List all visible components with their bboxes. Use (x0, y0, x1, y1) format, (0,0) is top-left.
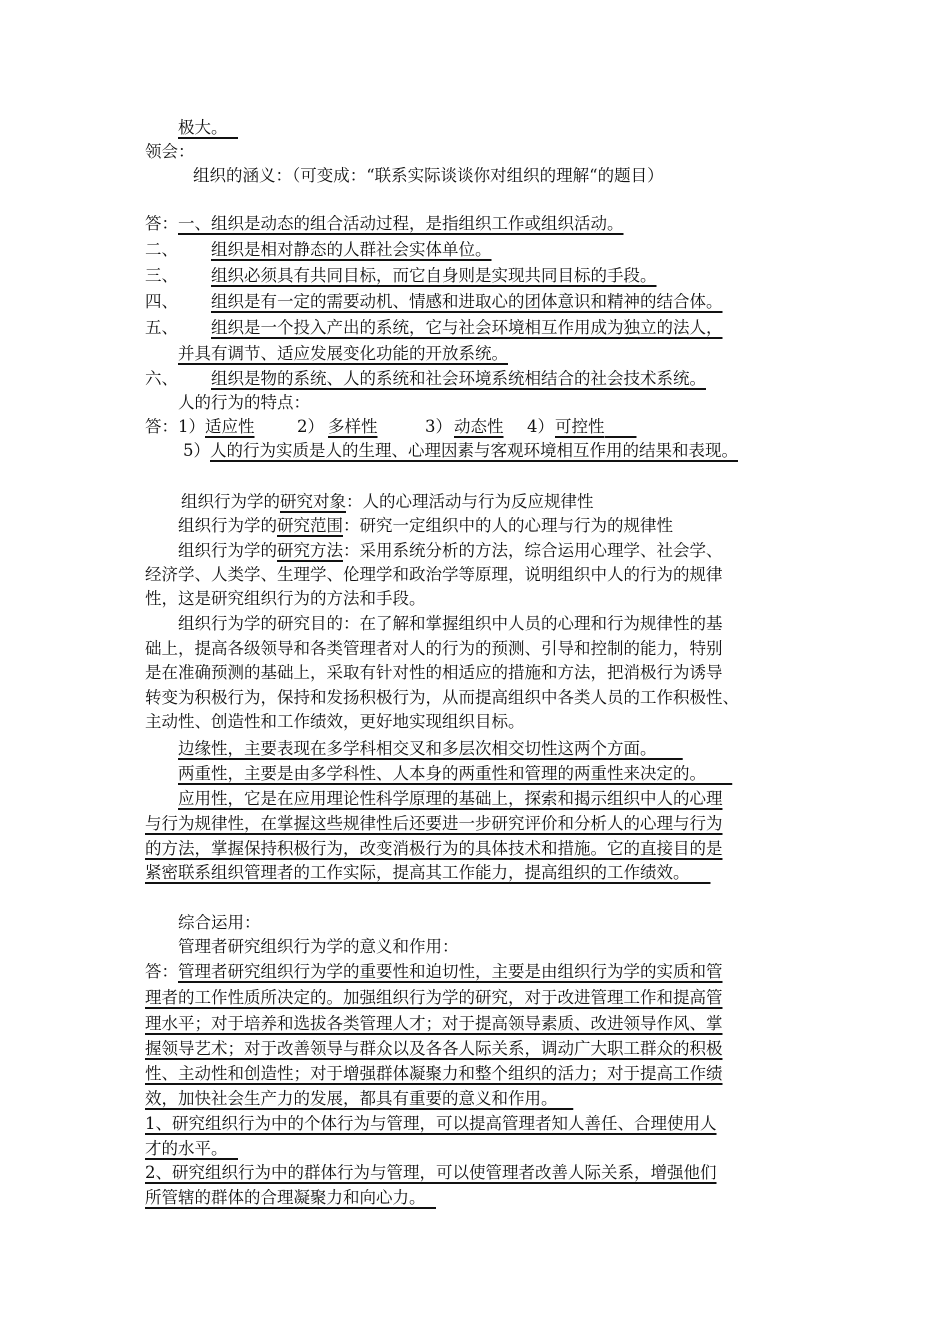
text-line: 边缘性，主要表现在多学科相交叉和多层次相交切性这两个方面。 (178, 739, 657, 758)
answer-line: 性、主动性和创造性；对于增强群体凝聚力和整个组织的活力；对于提高工作绩 (145, 1064, 723, 1083)
text-line: 转变为积极行为，保持和发扬积极行为，从而提高组织中各类人员的工作积极性、 (145, 688, 739, 707)
answer-line: 并具有调节、适应发展变化功能的开放系统。 (178, 344, 508, 363)
answer-line: 握领导艺术；对于改善领导与群众以及各各人际关系，调动广大职工群众的积极 (145, 1039, 723, 1058)
answer-line: 答：一、组织是动态的组合活动过程，是指组织工作或组织活动。 (145, 214, 624, 233)
text-line: 组织行为学的研究范围：研究一定组织中的人的心理与行为的规律性 (178, 516, 673, 535)
answer-line: 答：管理者研究组织行为学的重要性和迫切性，主要是由组织行为学的实质和管 (145, 962, 723, 981)
answer-line: 答：1）适应性 2） 多样性 3） 动态性 4） 可控性 (145, 417, 605, 436)
text-line: 应用性，它是在应用理论性科学原理的基础上，探索和揭示组织中人的心理 (178, 789, 723, 808)
text-line: 组织行为学的研究目的：在了解和掌握组织中人员的心理和行为规律性的基 (178, 614, 723, 633)
answer-line: 效，加快社会生产力的发展，都具有重要的意义和作用。 (145, 1089, 558, 1108)
section-heading: 综合运用： (178, 913, 261, 932)
answer-line: 三、 组织必须具有共同目标，而它自身则是实现共同目标的手段。 (145, 266, 657, 285)
answer-line: 才的水平。 (145, 1139, 228, 1158)
text-line: 两重性，主要是由多学科性、人本身的两重性和管理的两重性来决定的。 (178, 764, 706, 783)
answer-line: 五、 组织是一个投入产出的系统，它与社会环境相互作用成为独立的法人， (145, 318, 723, 337)
text-line: 极大。 (178, 118, 228, 137)
text-line: 紧密联系组织管理者的工作实际，提高其工作能力，提高组织的工作绩效。 (145, 863, 690, 882)
text-line: 是在准确预测的基础上，采取有针对性的相适应的措施和方法，把消极行为诱导 (145, 663, 723, 682)
text-line: 性，这是研究组织行为的方法和手段。 (145, 589, 426, 608)
text-line: 组织行为学的研究方法：采用系统分析的方法，综合运用心理学、社会学、 (178, 541, 723, 560)
answer-line: 5）人的行为实质是人的生理、心理因素与客观环境相互作用的结果和表现。 (183, 441, 738, 460)
question-title: 人的行为的特点： (178, 393, 310, 412)
answer-line: 所管辖的群体的合理凝聚力和向心力。 (145, 1188, 426, 1207)
answer-line: 四、 组织是有一定的需要动机、情感和进取心的团体意识和精神的结合体。 (145, 292, 723, 311)
text-line: 与行为规律性，在掌握这些规律性后还要进一步研究评价和分析人的心理与行为 (145, 814, 723, 833)
question-title: 管理者研究组织行为学的意义和作用： (178, 937, 459, 956)
text-line: 组织行为学的研究对象：人的心理活动与行为反应规律性 (181, 492, 594, 511)
text-line: 经济学、人类学、生理学、伦理学和政治学等原理，说明组织中人的行为的规律 (145, 565, 723, 584)
answer-line: 理水平；对于培养和选拔各类管理人才；对于提高领导素质、改进领导作风、掌 (145, 1014, 723, 1033)
text-line: 的方法，掌握保持积极行为，改变消极行为的具体技术和措施。它的直接目的是 (145, 839, 723, 858)
section-heading: 领会： (145, 142, 195, 161)
answer-line: 二、 组织是相对静态的人群社会实体单位。 (145, 240, 492, 259)
answer-line: 理者的工作性质所决定的。加强组织行为学的研究，对于改进管理工作和提高管 (145, 988, 723, 1007)
answer-line: 1、研究组织行为中的个体行为与管理，可以提高管理者知人善任、合理使用人 (145, 1114, 717, 1133)
answer-line: 六、 组织是物的系统、人的系统和社会环境系统相结合的社会技术系统。 (145, 369, 706, 388)
answer-line: 2、研究组织行为中的群体行为与管理，可以使管理者改善人际关系，增强他们 (145, 1163, 717, 1182)
question-title: 组织的涵义：（可变成：“联系实际谈谈你对组织的理解“的题目） (193, 166, 664, 185)
text-line: 主动性、创造性和工作绩效，更好地实现组织目标。 (145, 712, 525, 731)
text-line: 础上，提高各级领导和各类管理者对人的行为的预测、引导和控制的能力，特别 (145, 639, 723, 658)
